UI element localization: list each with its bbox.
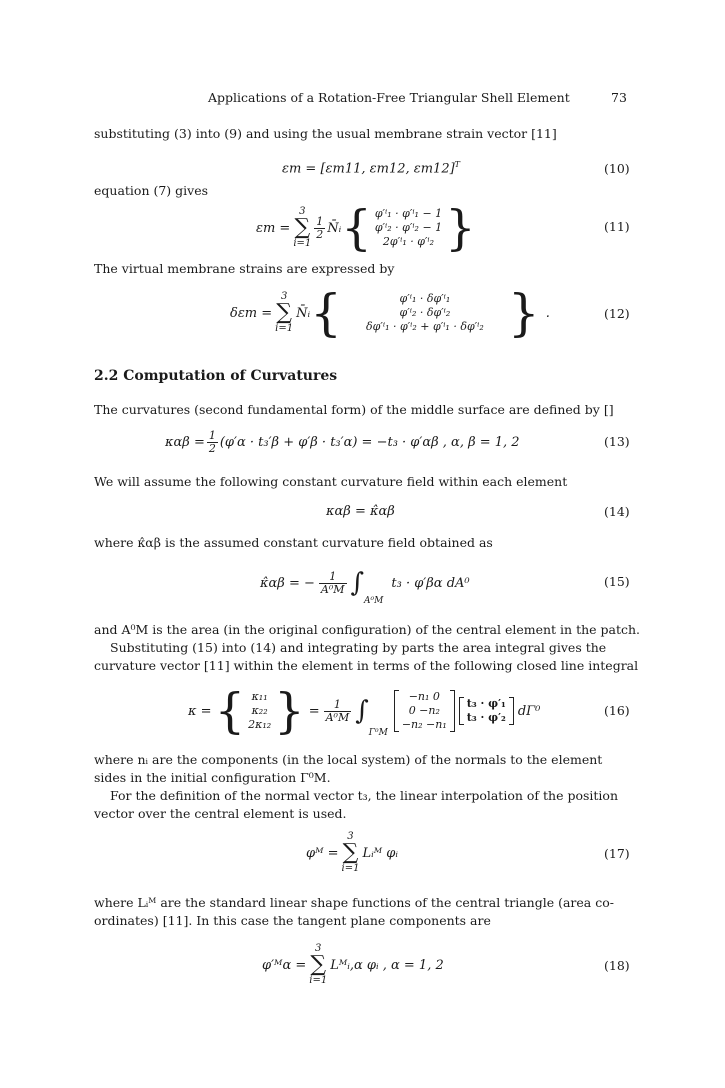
eq13-lhs: καβ =: [165, 434, 205, 450]
eq15-lhs: κ̂αβ = −: [260, 575, 315, 591]
eq16-mat-row-1: −n₁ 0: [408, 690, 440, 703]
eq12-row-2: φ′ⁱ₂ · δφ′ⁱ₂: [399, 306, 451, 319]
equation-17: [306, 828, 398, 878]
eq15-int-sub: A⁰M: [364, 596, 384, 606]
paragraph-8-line-1: Substituting (15) into (14) and integrating by parts the area integral gives the: [110, 640, 607, 655]
eq11-lhs: εm =: [256, 220, 291, 236]
eq12-right-brace: }: [507, 284, 540, 342]
paragraph-10-line-1: For the definition of the normal vector t₃, the linear interpolation of the position: [110, 788, 618, 803]
eq11-sum-sign: ∑: [294, 215, 311, 240]
eq16-mat-row-3: −n₂ −n₁: [401, 718, 447, 731]
eq11-left-brace: {: [341, 200, 372, 256]
paragraph-5: We will assume the following constant curvature field within each element: [94, 474, 568, 489]
eq18-sum-top: 3: [315, 943, 322, 954]
equation-13: [165, 426, 520, 458]
eq18-sum-bot: i=1: [309, 975, 328, 986]
paragraph-11-line-2: ordinates) [11]. In this case the tangent plane components are: [94, 913, 491, 928]
equation-11: [256, 200, 476, 256]
eq12-sum-top: 3: [280, 291, 288, 302]
eq15-integral: ∫: [350, 568, 365, 598]
eq17-sum-sign: ∑: [342, 840, 359, 865]
eq17-sum-bot: i=1: [341, 863, 360, 874]
eq18-sum: [309, 944, 327, 986]
eq17-lhs: φᴹ =: [306, 845, 339, 861]
section-heading: 2.2 Computation of Curvatures: [94, 368, 338, 384]
eq16-t3-row-1: t₃ · φ′₁: [466, 697, 506, 710]
equation-number-18: (18): [604, 958, 630, 973]
eq16-frac-den: A⁰M: [325, 710, 350, 724]
eq12-tail: .: [545, 305, 550, 321]
eq13-half-den: 2: [208, 441, 216, 455]
paragraph-6: where κ̂αβ is the assumed constant curvature field obtained as: [94, 535, 493, 550]
eq16-normal-matrix: [394, 690, 455, 732]
eq16-kappa-1: κ₁₁: [251, 690, 268, 703]
eq18-lhs: φ′ᴹα =: [262, 957, 307, 973]
eq16-integral: ∫: [355, 696, 369, 726]
eq17-sum: [342, 832, 360, 874]
eq11-sum: [293, 207, 311, 249]
eq16-left-brace: {: [214, 683, 246, 739]
eq15-body: t₃ · φ′βα dA⁰: [391, 575, 470, 591]
eq15-frac-num: 1: [319, 571, 347, 584]
equation-16: [188, 684, 540, 738]
eq12-lhs: δεm =: [230, 305, 273, 321]
eq11-half: [314, 216, 325, 241]
eq11-row-1: φ′ⁱ₁ · φ′ⁱ₁ − 1: [374, 207, 443, 220]
eq12-sum: [275, 292, 293, 334]
page-number: 73: [611, 90, 627, 105]
eq13-body: (φ′α · t₃′β + φ′β · t₃′α) = −t₃ · φ′αβ , α, β = 1, 2: [219, 434, 520, 450]
eq18-sum-sign: ∑: [310, 952, 327, 977]
eq16-equals: =: [308, 703, 320, 719]
equation-15: [260, 560, 470, 606]
running-header: Applications of a Rotation-Free Triangular Shell Element: [208, 90, 570, 105]
equation-12: [230, 284, 550, 342]
equation-number-12: (12): [604, 306, 630, 321]
paragraph-8-line-2: curvature vector [11] within the element in terms of the following closed line integral: [94, 658, 639, 673]
eq17-sum-top: 3: [347, 831, 354, 842]
equation-number-10: (10): [604, 161, 630, 176]
paragraph-3: The virtual membrane strains are expressed by: [94, 261, 395, 276]
eq11-row-3: 2φ′ⁱ₁ · φ′ⁱ₂: [382, 235, 435, 248]
paragraph-9-line-2: sides in the initial configuration Γ⁰M.: [94, 770, 331, 785]
paragraph-1: substituting (3) into (9) and using the usual membrane strain vector [11]: [94, 126, 557, 141]
eq11-vector: [372, 207, 445, 249]
eq16-right-brace: }: [274, 683, 305, 739]
eq16-mat-row-2: 0 −n₂: [408, 704, 440, 717]
paragraph-7: and A⁰M is the area (in the original configuration) of the central element in the patch.: [94, 622, 641, 637]
eq12-sum-bot: i=1: [275, 323, 294, 334]
eq16-int-sub: Γ⁰M: [368, 728, 388, 738]
eq12-vector: [342, 292, 508, 334]
eq11-sum-bot: i=1: [293, 238, 312, 249]
eq16-frac: [324, 699, 352, 724]
eq16-kappa-vector: [245, 690, 274, 732]
paragraph-10-line-2: vector over the central element is used.: [94, 806, 347, 821]
eq16-kappa-3: 2κ₁₂: [248, 718, 272, 731]
equation-number-17: (17): [604, 846, 630, 861]
equation-number-16: (16): [604, 703, 630, 718]
equation-number-11: (11): [604, 219, 630, 234]
eq12-N: N̄ᵢ: [296, 305, 311, 321]
equation-number-13: (13): [604, 434, 630, 449]
eq16-lhs: κ =: [188, 703, 212, 719]
eq13-half: [207, 430, 218, 455]
eq11-half-num: 1: [316, 214, 324, 228]
paragraph-11-line-1: where Lᵢᴹ are the standard linear shape functions of the central triangle (area co-: [94, 895, 614, 910]
equation-18: [262, 940, 444, 990]
eq15-frac: [319, 571, 347, 596]
equation-number-14: (14): [604, 504, 630, 519]
eq15-frac-den: A⁰M: [320, 582, 345, 596]
eq11-sum-top: 3: [299, 206, 306, 217]
equation-10: [282, 160, 460, 176]
eq11-half-den: 2: [316, 227, 324, 241]
eq12-row-1: φ′ⁱ₁ · δφ′ⁱ₁: [399, 292, 451, 305]
eq16-kappa-2: κ₂₂: [251, 704, 268, 717]
paragraph-9-line-1: where nᵢ are the components (in the local system) of the normals to the element: [94, 752, 603, 767]
paragraph-4: The curvatures (second fundamental form) of the middle surface are defined by []: [94, 402, 614, 417]
eq16-t3-vector: [459, 697, 514, 725]
eq11-right-brace: }: [445, 200, 476, 256]
equation-number-15: (15): [604, 574, 630, 589]
eq10-sup: T: [454, 160, 461, 169]
eq11-N: N̄ᵢ: [327, 220, 342, 236]
eq18-body: Lᴹᵢ,α φᵢ , α = 1, 2: [330, 957, 444, 973]
eq10-lhs: εm = [εm11, εm12, εm12]: [282, 161, 455, 177]
eq16-tail: dΓ⁰: [517, 703, 541, 719]
equation-14: καβ = κ̂αβ: [326, 504, 395, 519]
eq13-half-num: 1: [208, 428, 216, 442]
paragraph-2: equation (7) gives: [94, 183, 209, 198]
eq11-row-2: φ′ⁱ₂ · φ′ⁱ₂ − 1: [374, 221, 443, 234]
eq12-row-3: δφ′ⁱ₁ · φ′ⁱ₂ + φ′ⁱ₁ · δφ′ⁱ₂: [366, 320, 484, 333]
eq16-t3-row-2: t₃ · φ′₂: [466, 711, 506, 724]
eq12-sum-sign: ∑: [276, 300, 292, 325]
eq17-body: Lᵢᴹ φᵢ: [362, 845, 398, 861]
eq12-left-brace: {: [310, 284, 342, 342]
eq16-frac-num: 1: [324, 699, 352, 712]
